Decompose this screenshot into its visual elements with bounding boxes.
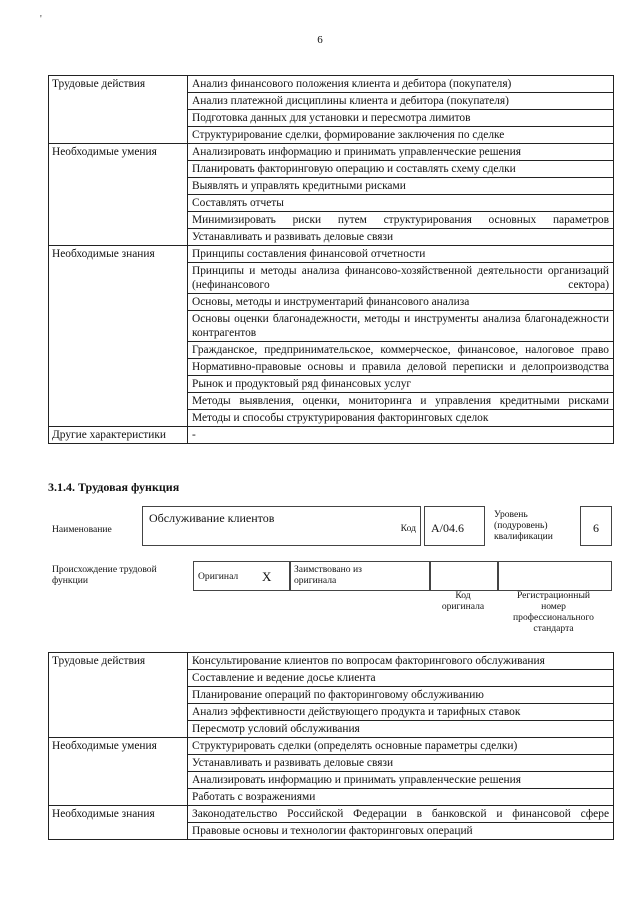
row-group-label: Трудовые действия (49, 653, 188, 738)
borrowed-box (289, 561, 431, 591)
borrowed-label-line-2: оригинала (294, 575, 337, 586)
table-cell: Рынок и продуктовый ряд финансовых услуг (188, 376, 614, 393)
table-cell: Методы выявления, оценки, мониторинга и управления кредитными рисками (188, 393, 614, 410)
level-label (494, 509, 553, 542)
name-label: Наименование (52, 524, 112, 535)
code-box (424, 506, 485, 546)
section-title: 3.1.4. Трудовая функция (48, 480, 180, 494)
page-number: 6 (317, 34, 323, 46)
table-row (49, 653, 614, 670)
table-row (49, 806, 614, 823)
reg-caption-line-4: стандарта (533, 623, 574, 634)
name-box (142, 506, 421, 546)
level-value: 6 (593, 521, 599, 535)
reg-caption-line-2: номер (541, 601, 566, 612)
table-cell: Консультирование клиентов по вопросам факторингового обслуживания (188, 653, 614, 670)
original-label: Оригинал (198, 571, 239, 582)
table-cell: Анализ эффективности действующего продукта и тарифных ставок (188, 704, 614, 721)
table-cell: Методы и способы структурирования факторинговых сделок (188, 410, 614, 427)
table-cell: Анализировать информацию и принимать управленческие решения (188, 772, 614, 789)
level-label-line-2: (подуровень) (494, 520, 548, 531)
competency-table-1 (48, 75, 614, 444)
origin-label (52, 564, 157, 586)
origin-label-line-2: функции (52, 575, 88, 586)
row-group-label: Другие характеристики (49, 427, 188, 444)
table-cell: Планирование операций по факторинговому обслуживанию (188, 687, 614, 704)
table-cell: - (188, 427, 614, 444)
table-cell: Работать с возражениями (188, 789, 614, 806)
reg-number-box (497, 561, 612, 591)
table-cell: Законодательство Российской Федерации в банковской и финансовой сфере (188, 806, 614, 823)
corner-mark: ' (40, 14, 42, 25)
row-group-label: Необходимые знания (49, 246, 188, 427)
table-cell: Анализ финансового положения клиента и дебитора (покупателя) (188, 76, 614, 93)
table-cell: Выявлять и управлять кредитными рисками (188, 178, 614, 195)
reg-number-caption (497, 590, 610, 634)
origin-code-box (429, 561, 499, 591)
table-cell: Принципы и методы анализа финансово-хозяйственной деятельности организаций (нефинансового сектора) (188, 263, 614, 294)
table-cell: Основы оценки благонадежности, методы и инструменты анализа благонадежности контрагентов (188, 311, 614, 342)
table-cell: Пересмотр условий обслуживания (188, 721, 614, 738)
table-cell: Минимизировать риски путем структурирования основных параметров (188, 212, 614, 229)
table-cell: Составлять отчеты (188, 195, 614, 212)
table-cell: Нормативно-правовые основы и правила деловой переписки и делопроизводства (188, 359, 614, 376)
table-cell: Структурировать сделки (определять основные параметры сделки) (188, 738, 614, 755)
table-row (49, 738, 614, 755)
code-label: Код (400, 523, 416, 534)
reg-caption-line-1: Регистрационный (516, 590, 591, 601)
table-cell: Устанавливать и развивать деловые связи (188, 755, 614, 772)
competency-table-2 (48, 652, 614, 840)
row-group-label: Трудовые действия (49, 76, 188, 144)
table-row (49, 144, 614, 161)
borrowed-label-line-1: Заимствовано из (294, 564, 362, 575)
table-cell: Анализировать информацию и принимать управленческие решения (188, 144, 614, 161)
table-row (49, 427, 614, 444)
origin-code-caption (429, 590, 497, 612)
table-cell: Основы, методы и инструментарий финансового анализа (188, 294, 614, 311)
origin-code-caption-line-1: Код (455, 590, 471, 601)
table-cell: Устанавливать и развивать деловые связи (188, 229, 614, 246)
borrowed-label (294, 564, 362, 586)
row-group-label: Необходимые умения (49, 144, 188, 246)
origin-label-line-1: Происхождение трудовой (52, 564, 157, 575)
row-group-label: Необходимые знания (49, 806, 188, 840)
original-mark: X (262, 569, 272, 584)
origin-code-caption-line-2: оригинала (441, 601, 485, 612)
table-cell: Составление и ведение досье клиента (188, 670, 614, 687)
code-value: A/04.6 (431, 521, 464, 535)
table-cell: Правовые основы и технологии факторинговых операций (188, 823, 614, 840)
table-cell: Подготовка данных для установки и пересмотра лимитов (188, 110, 614, 127)
reg-caption-line-3: профессионального (513, 612, 594, 623)
table-row (49, 246, 614, 263)
level-label-line-3: квалификации (494, 531, 553, 542)
level-box (580, 506, 612, 546)
table-cell: Анализ платежной дисциплины клиента и дебитора (покупателя) (188, 93, 614, 110)
table-row (49, 76, 614, 93)
table-cell: Планировать факторинговую операцию и составлять схему сделки (188, 161, 614, 178)
row-group-label: Необходимые умения (49, 738, 188, 806)
table-cell: Принципы составления финансовой отчетности (188, 246, 614, 263)
table-cell: Гражданское, предпринимательское, коммерческое, финансовое, налоговое право (188, 342, 614, 359)
table-cell: Структурирование сделки, формирование заключения по сделке (188, 127, 614, 144)
level-label-line-1: Уровень (494, 509, 528, 520)
function-name: Обслуживание клиентов (149, 511, 275, 525)
original-box (193, 561, 291, 591)
